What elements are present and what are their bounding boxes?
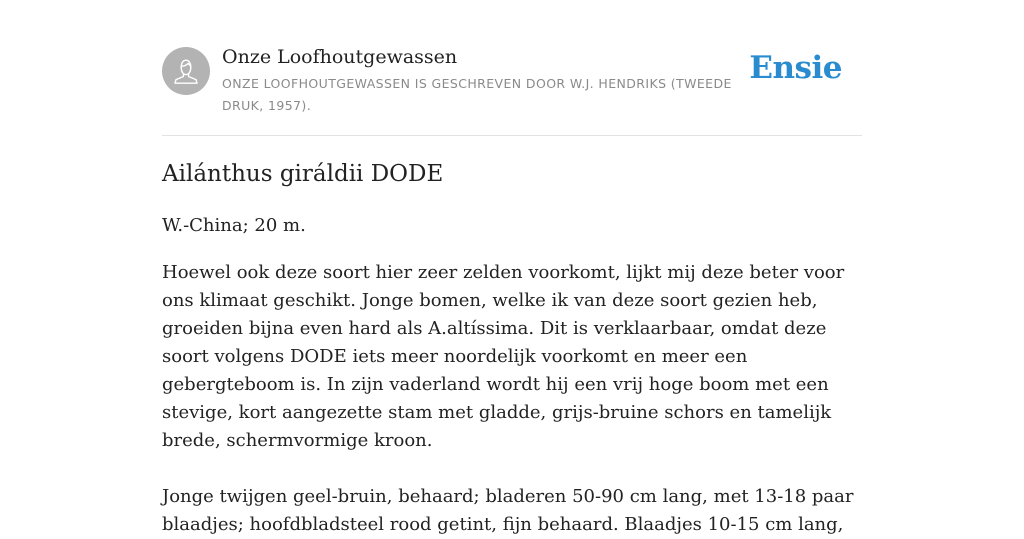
header-divider <box>162 135 862 136</box>
source-title[interactable]: Onze Loofhoutgewassen <box>222 46 458 68</box>
entry-content <box>162 158 862 539</box>
brand-logo[interactable]: Ensie <box>749 50 842 86</box>
source-description: ONZE LOOFHOUTGEWASSEN IS GESCHREVEN DOOR W.J. HENDRIKS (TWEEDE DRUK, 1957). <box>222 76 732 113</box>
entry-origin: W.-China; 20 m. <box>162 215 306 236</box>
source-header <box>162 46 862 116</box>
entry-paragraph-2: Jonge twijgen geel-bruin, behaard; bladeren 50-90 cm lang, met 13-18 paar blaadjes; hoofdbladsteel rood getint, fijn behaard. Blaadjes 10-15 cm lang, <box>162 486 854 535</box>
avatar[interactable] <box>162 47 210 95</box>
user-silhouette-icon <box>162 47 210 95</box>
entry-paragraph-1: Hoewel ook deze soort hier zeer zelden voorkomt, lijkt mij deze beter voor ons klimaat geschikt. Jonge bomen, welke ik van deze soort gezien heb, groeiden bijna even hard als A.altíssima. Dit is verklaarbaar, omdat deze soort volgens DODE iets meer noordelijk voorkomt en meer een gebergteboom is. In zijn vaderland wordt hij een vrij hoge boom met een stevige, kort aangezette stam met gladde, grijs-bruine schors en tamelijk brede, schermvormige kroon. <box>162 262 845 451</box>
entry-title: Ailánthus giráldii DODE <box>162 161 444 187</box>
